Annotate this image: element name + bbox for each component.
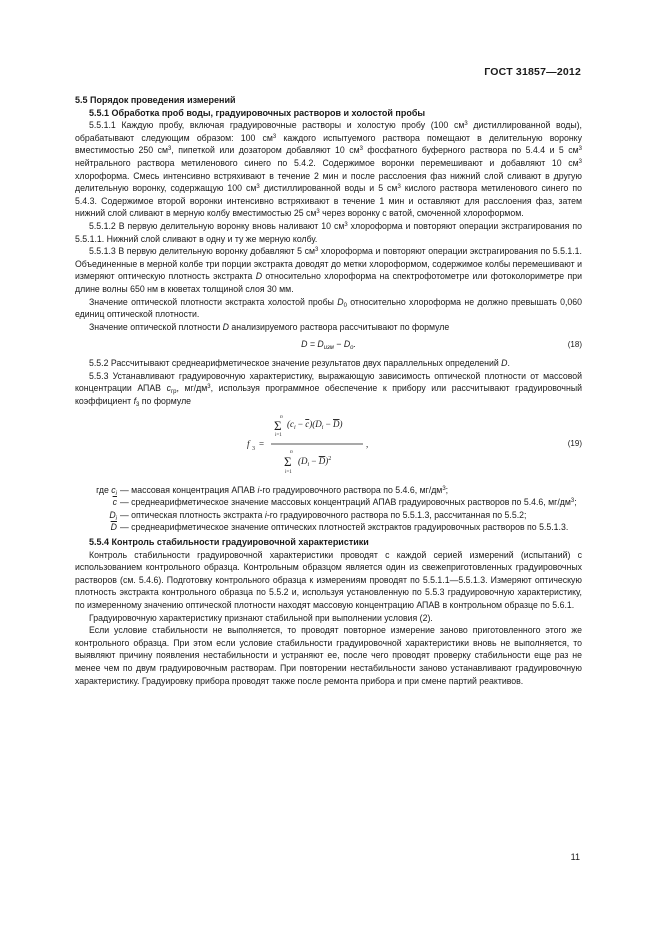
sum-lower-limit-denominator: i=1 <box>285 469 292 475</box>
f3-symbol: f <box>247 438 250 449</box>
formula-18-expression: $D = D_{изм} - D_о$. <box>301 339 356 352</box>
paragraph-5-5-1-3: 5.5.1.3 В первую делительную воронку добавляют 5 $см^3$ хлороформа и повторяют операции экстрагирования по 5.5.1.1. Объединенные в мерной колбе три порции экстракта доводят до метки хлороформом, содержимое колбы перемешивают и измеряют оптическую плотность экстракта D относительно хлороформа на спектрофотометре или фотоколориметре при длине волны 650 нм в кюветах толщиной слоя 30 мм. <box>75 246 583 294</box>
paragraph-calc-intro: Значение оптической плотности D анализируемого раствора рассчитывают по формуле <box>89 321 450 332</box>
denominator-expression: $(D_i - D)^2$ <box>298 455 332 468</box>
paragraph-5-5-1-2: 5.5.1.2 В первую делительную воронку вновь наливают 10 $см^3$ хлороформа и повторяют операции экстрагирования по 5.5.1.1. Нижний слой сливают в одну и ту же мерную колбу. <box>75 220 582 244</box>
paragraph-5-5-4-1: Контроль стабильности градуировочной характеристики проводят с каждой серией измерений (испытаний) с использованием контрольного образца. Контрольным образцом является один из свежеприготовленных градуировочных растворов (см. 5.4.6). Подготовку контрольного образца к измерениям проводят по 5.5.1.1—5.5.1.3. Измеряют оптическую плотность экстракта контрольного образца по 5.5.2 и, используя установленную по 5.5.3 градуировочную характеристику, по измеренному значению оптической плотности находят массовую концентрацию АПАВ в контрольном образце по 5.6.1. <box>75 549 582 610</box>
numerator-expression: $(c_i - c)(D_i - D)$ <box>287 418 343 431</box>
definition-d-mean: $\overline{D}$ — среднеарифметическое значение оптических плотностей экстрактов градуировочных растворов по 5.5.1.3. <box>110 522 569 533</box>
sum-sign-denominator: Σ <box>284 453 292 469</box>
paragraph-5-5-1-1: 5.5.1.1 Каждую пробу, включая градуировочные растворы и холостую пробу (100 $см^3$ дистиллированной воды), обрабатывают следующим образом: 100 $см^3$ каждого испытуемого раствора помещают в делительную воронку вместимостью 250 $см^3$, пипеткой или дозатором добавляют 10 $см^3$ фосфатного буферного раствора по 5.4.4 и 5 $см^3$ нейтрального раствора метиленового синего по 5.4.2. Содержимое воронки перемешивают и добавляют 10 $см^3$ хлороформа. Смесь интенсивно встряхивают в течение 2 мин и после расслоения фаз нижний слой сливают в другую делительную воронку, содержащую 100 $см^3$ дистиллированной воды и 5 $см^3$ кислого раствора метиленового синего по 5.4.3. Содержимое второй воронки интенсивно встряхивают в течение 1 мин и оставляют для расслоения фаз, затем нижний слой сливают в мерную колбу вместимостью 25 $см^3$ через воронку с ватой, смоченной хлороформом. <box>75 120 582 219</box>
page-number: 11 <box>570 852 580 862</box>
formula-18 <box>75 336 582 354</box>
paragraph-5-5-4-3: Если условие стабильности не выполняется, то проводят повторное измерение заново приготовленного этого же контрольного образца. При этом если условие стабильности градуировочной характеристики вновь не выполняется, то выявляют причину появления нестабильности и устраняют ее, после чего проводят проверку стабильности еще раз не менее чем по двум градуировочным растворам. При повторении нестабильности заново устанавливают градуировочную характеристику. Градуировку прибора проводят также после ремонта прибора и при смене партий реактивов. <box>75 625 582 686</box>
section-heading-5-5-4: 5.5.4 Контроль стабильности градуировочной характеристики <box>89 537 369 548</box>
section-heading-5-5-1: 5.5.1 Обработка проб воды, градуировочных растворов и холостой пробы <box>89 107 426 118</box>
paragraph-5-5-4-2: Градуировочную характеристику признают стабильной при выполнении условия (2). <box>89 612 433 623</box>
formula-19 <box>75 408 582 480</box>
f3-subscript: 3 <box>252 445 255 452</box>
paragraph-5-5-3: 5.5.3 Устанавливают градуировочную характеристику, выражающую зависимость оптической плотности от массовой концентрации АПАВ $c_{гр}$, $мг/дм^3$, используя программное обеспечение к прибору или рассчитывают градуировочный коэффициент $f_3$ по формуле <box>75 370 583 409</box>
definition-di: $D_i$ — оптическая плотность экстракта i-го градуировочного раствора по 5.5.1.3, рассчитанная по 5.5.2; <box>109 509 527 522</box>
formula-19-number: (19) <box>567 438 582 448</box>
sum-upper-limit-numerator: n <box>280 413 283 420</box>
sum-sign-numerator: Σ <box>274 417 282 433</box>
formula-18-number: (18) <box>567 340 582 350</box>
equals-sign: = <box>259 438 265 449</box>
paragraph-5-5-2: 5.5.2 Рассчитывают среднеарифметическое значение результатов двух параллельных определений D. <box>89 358 510 369</box>
variable-definitions <box>75 484 582 534</box>
definition-c-mean: $\overline{c}$ — среднеарифметическое значение массовых концентраций АПАВ градуировочных растворов по 5.4.6, $мг/дм^3$; <box>112 497 577 508</box>
document-header: ГОСТ 31857—2012 <box>484 66 581 78</box>
definition-ci: где $c_i$ — массовая концентрация АПАВ i-го градуировочного раствора по 5.4.6, $мг/дм^3$; <box>96 484 449 497</box>
section-heading-5-5: 5.5 Порядок проведения измерений <box>75 95 236 105</box>
sum-lower-limit-numerator: i=1 <box>275 432 282 438</box>
sum-upper-limit-denominator: n <box>290 448 293 455</box>
paragraph-blank-sample: Значение оптической плотности экстракта холостой пробы $D_0$ относительно хлороформа не должно превышать 0,060 единиц оптической плотности. <box>75 296 582 320</box>
document-body <box>75 94 582 687</box>
formula-19-comma: , <box>366 438 369 449</box>
formula-19-expression <box>245 412 415 476</box>
